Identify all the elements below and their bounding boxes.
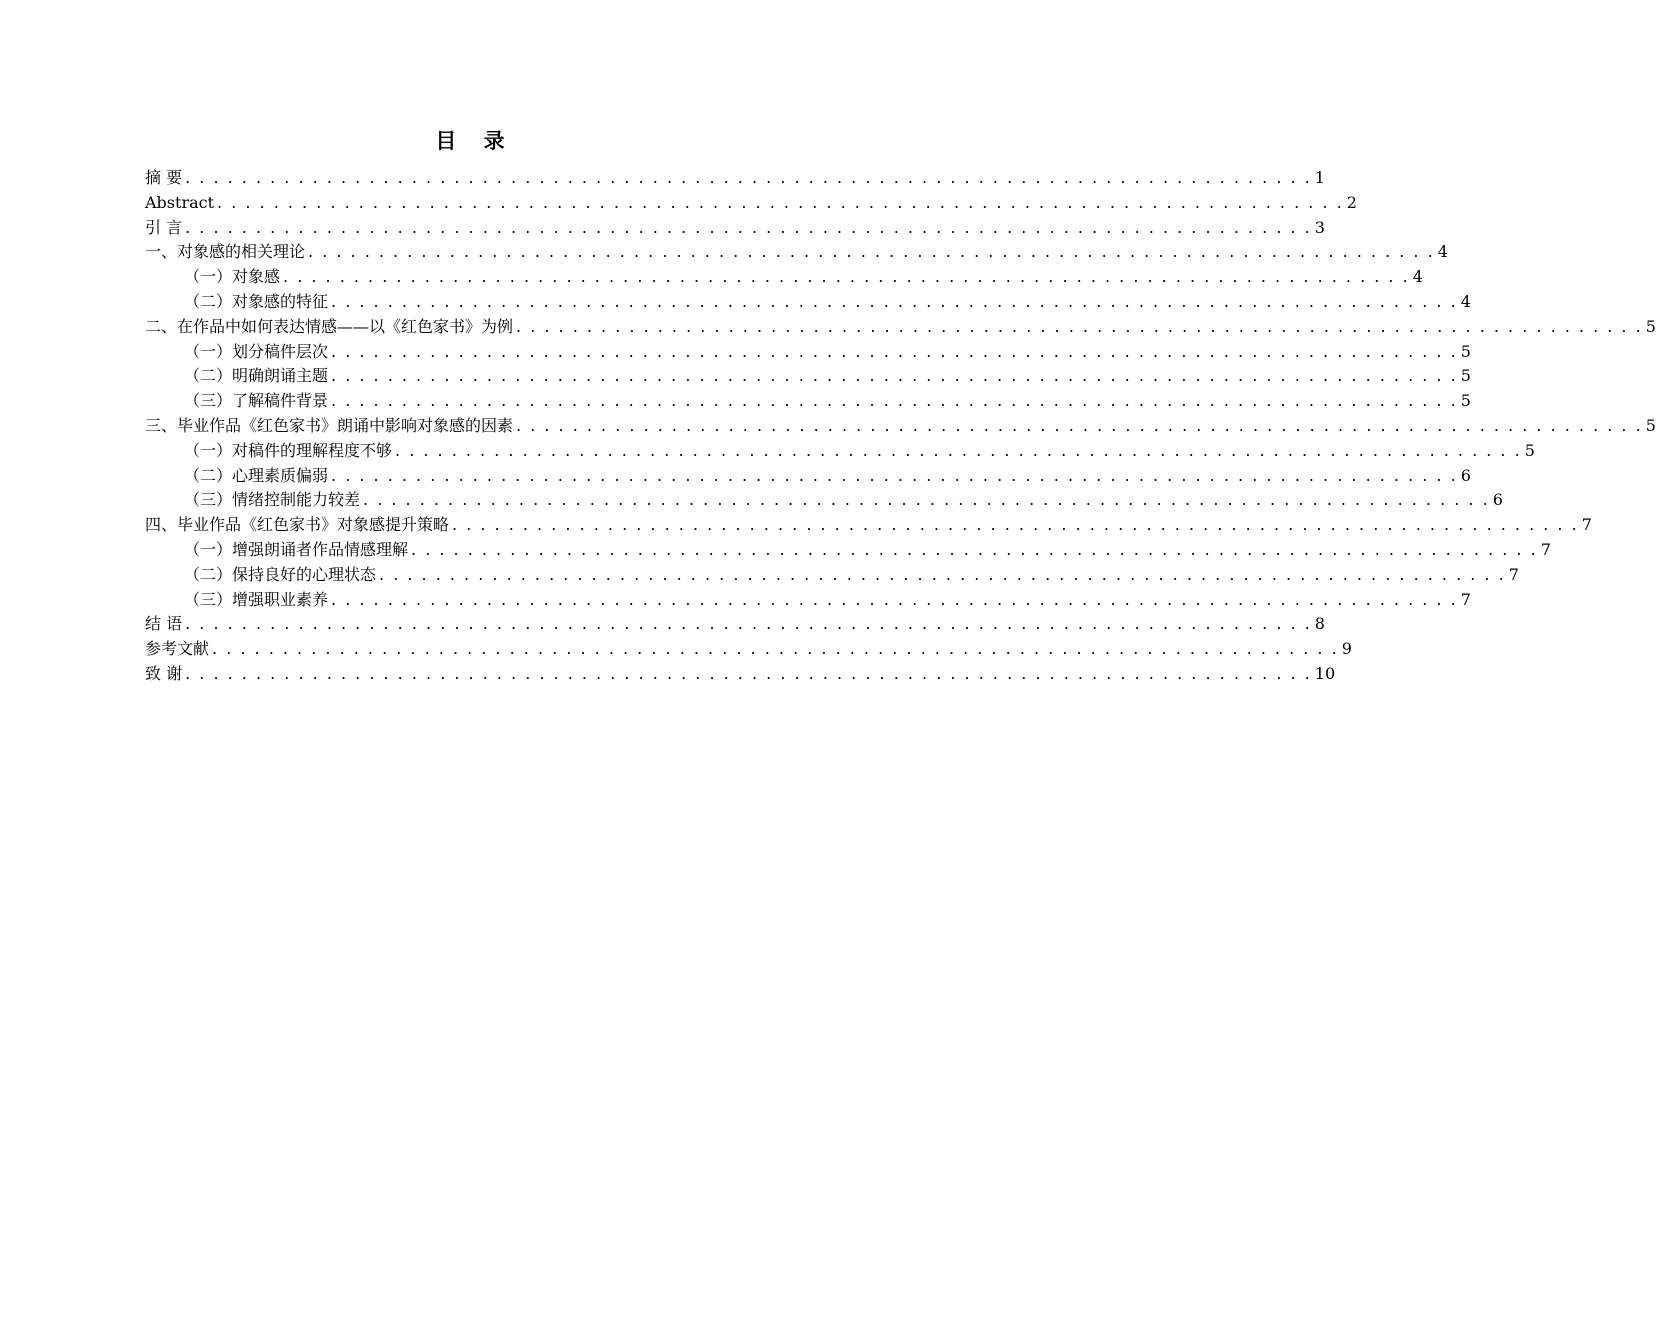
toc-dot-leader: . . . . . . . . . . . . . . . . . . . . . . . . . . . . . . . . . . . . . . . . . . . . . . . . . . . . . . . . . . . . . . . . . . . . . . . . . . . . . . . . [331,465,1458,485]
toc-dot-leader: . . . . . . . . . . . . . . . . . . . . . . . . . . . . . . . . . . . . . . . . . . . . . . . . . . . . . . . . . . . . . . . . . . . . . . . . . . . . . . . . [452,515,1579,535]
toc-list [145,166,1656,687]
toc-entry[interactable] [145,439,1535,464]
toc-entry[interactable] [145,340,1471,365]
toc-entry-label: （二）对象感的特征 [184,291,329,311]
toc-dot-leader: . . . . . . . . . . . . . . . . . . . . . . . . . . . . . . . . . . . . . . . . . . . . . . . . . . . . . . . . . . . . . . . . . . . . . . . . . . . . . . . . [379,564,1506,584]
toc-dot-leader: . . . . . . . . . . . . . . . . . . . . . . . . . . . . . . . . . . . . . . . . . . . . . . . . . . . . . . . . . . . . . . . . . . . . . . . . . . . . . . . . [331,341,1458,361]
toc-entry-page-number: 5 [1460,341,1471,361]
toc-entry[interactable] [145,414,1656,439]
toc-entry-label: （一）对象感 [184,267,281,287]
toc-dot-leader: . . . . . . . . . . . . . . . . . . . . . . . . . . . . . . . . . . . . . . . . . . . . . . . . . . . . . . . . . . . . . . . . . . . . . . . . . . . . . . . . [283,267,1410,287]
toc-entry-page-number: 6 [1460,465,1471,485]
toc-dot-leader: . . . . . . . . . . . . . . . . . . . . . . . . . . . . . . . . . . . . . . . . . . . . . . . . . . . . . . . . . . . . . . . . . . . . . . . . . . . . . . . . [516,316,1643,336]
toc-entry-label: 结 语 [145,614,183,634]
toc-entry[interactable] [145,315,1656,340]
toc-entry-label: （二）心理素质偏弱 [184,465,329,485]
toc-entry-page-number: 7 [1581,515,1592,535]
toc-dot-leader: . . . . . . . . . . . . . . . . . . . . . . . . . . . . . . . . . . . . . . . . . . . . . . . . . . . . . . . . . . . . . . . . . . . . . . . . . . . . . . . . [185,217,1312,237]
toc-entry-label: （三）了解稿件背景 [184,391,329,411]
toc-entry-page-number: 3 [1314,217,1325,237]
toc-entry-page-number: 5 [1524,440,1535,460]
toc-entry-label: （一）增强朗诵者作品情感理解 [184,539,409,559]
toc-dot-leader: . . . . . . . . . . . . . . . . . . . . . . . . . . . . . . . . . . . . . . . . . . . . . . . . . . . . . . . . . . . . . . . . . . . . . . . . . . . . . . . . [395,440,1522,460]
toc-entry-page-number: 4 [1460,291,1471,311]
toc-entry-page-number: 7 [1460,589,1471,609]
toc-dot-leader: . . . . . . . . . . . . . . . . . . . . . . . . . . . . . . . . . . . . . . . . . . . . . . . . . . . . . . . . . . . . . . . . . . . . . . . . . . . . . . . . [185,663,1312,683]
toc-entry[interactable] [145,563,1519,588]
toc-entry-label: （一）划分稿件层次 [184,341,329,361]
toc-entry[interactable] [145,513,1592,538]
toc-entry[interactable] [145,191,1357,216]
toc-dot-leader: . . . . . . . . . . . . . . . . . . . . . . . . . . . . . . . . . . . . . . . . . . . . . . . . . . . . . . . . . . . . . . . . . . . . . . . . . . . . . . . . [363,490,1490,510]
toc-entry-page-number: 4 [1437,242,1448,262]
toc-dot-leader: . . . . . . . . . . . . . . . . . . . . . . . . . . . . . . . . . . . . . . . . . . . . . . . . . . . . . . . . . . . . . . . . . . . . . . . . . . . . . . . . [212,639,1339,659]
toc-entry-label: 二、在作品中如何表达情感——以《红色家书》为例 [145,316,514,336]
toc-entry[interactable] [145,464,1471,489]
toc-entry-label: 摘 要 [145,168,183,187]
toc-dot-leader: . . . . . . . . . . . . . . . . . . . . . . . . . . . . . . . . . . . . . . . . . . . . . . . . . . . . . . . . . . . . . . . . . . . . . . . . . . . . . . . . [411,539,1538,559]
toc-entry[interactable] [145,216,1325,241]
toc-entry[interactable] [145,364,1471,389]
toc-entry-page-number: 7 [1508,564,1519,584]
toc-entry-label: 引 言 [145,217,183,237]
toc-dot-leader: . . . . . . . . . . . . . . . . . . . . . . . . . . . . . . . . . . . . . . . . . . . . . . . . . . . . . . . . . . . . . . . . . . . . . . . . . . . . . . . . [308,242,1435,262]
toc-entry-label: Abstract [145,192,215,212]
toc-dot-leader: . . . . . . . . . . . . . . . . . . . . . . . . . . . . . . . . . . . . . . . . . . . . . . . . . . . . . . . . . . . . . . . . . . . . . . . . . . . . . . . . [331,589,1458,609]
toc-entry-page-number: 5 [1645,415,1656,435]
toc-entry-page-number: 8 [1314,614,1325,634]
toc-entry[interactable] [145,662,1336,687]
toc-entry-label: 一、对象感的相关理论 [145,242,306,262]
toc-entry-page-number: 5 [1460,366,1471,386]
toc-entry-page-number: 9 [1341,639,1352,659]
toc-dot-leader: . . . . . . . . . . . . . . . . . . . . . . . . . . . . . . . . . . . . . . . . . . . . . . . . . . . . . . . . . . . . . . . . . . . . . . . . . . . . . . . . [331,366,1458,386]
toc-entry[interactable] [145,637,1352,662]
toc-entry-page-number: 5 [1460,391,1471,411]
toc-entry-label: （二）保持良好的心理状态 [184,564,377,584]
toc-dot-leader: . . . . . . . . . . . . . . . . . . . . . . . . . . . . . . . . . . . . . . . . . . . . . . . . . . . . . . . . . . . . . . . . . . . . . . . . . . . . . . . . [185,614,1312,634]
toc-entry[interactable] [145,588,1471,613]
toc-entry-page-number: 1 [1314,168,1325,187]
toc-entry-label: 三、毕业作品《红色家书》朗诵中影响对象感的因素 [145,415,514,435]
toc-entry-page-number: 10 [1314,663,1336,683]
toc-entry-label: 致 谢 [145,663,183,683]
toc-entry-page-number: 4 [1412,267,1423,287]
toc-entry[interactable] [145,488,1503,513]
toc-entry[interactable] [145,612,1325,637]
toc-entry[interactable] [145,240,1448,265]
toc-entry[interactable] [145,538,1551,563]
toc-entry-page-number: 6 [1492,490,1503,510]
toc-entry-label: （二）明确朗诵主题 [184,366,329,386]
toc-entry-label: （一）对稿件的理解程度不够 [184,440,393,460]
toc-entry-page-number: 5 [1645,316,1656,336]
toc-entry-page-number: 7 [1540,539,1551,559]
toc-dot-leader: . . . . . . . . . . . . . . . . . . . . . . . . . . . . . . . . . . . . . . . . . . . . . . . . . . . . . . . . . . . . . . . . . . . . . . . . . . . . . . . . [516,415,1643,435]
toc-entry-label: 四、毕业作品《红色家书》对象感提升策略 [145,515,450,535]
toc-title: 目 录 [435,129,515,153]
toc-entry[interactable] [145,290,1471,315]
toc-entry-label: （三）增强职业素养 [184,589,329,609]
toc-entry-page-number: 2 [1346,192,1357,212]
toc-entry[interactable] [145,265,1423,290]
toc-entry-label: 参考文献 [145,639,210,659]
toc-dot-leader: . . . . . . . . . . . . . . . . . . . . . . . . . . . . . . . . . . . . . . . . . . . . . . . . . . . . . . . . . . . . . . . . . . . . . . . . . . . . . . . . [331,291,1458,311]
toc-dot-leader: . . . . . . . . . . . . . . . . . . . . . . . . . . . . . . . . . . . . . . . . . . . . . . . . . . . . . . . . . . . . . . . . . . . . . . . . . . . . . . . . [331,391,1458,411]
toc-entry[interactable] [145,166,1325,191]
toc-entry[interactable] [145,389,1471,414]
toc-dot-leader: . . . . . . . . . . . . . . . . . . . . . . . . . . . . . . . . . . . . . . . . . . . . . . . . . . . . . . . . . . . . . . . . . . . . . . . . . . . . . . . . [185,168,1312,187]
toc-entry-label: （三）情绪控制能力较差 [184,490,361,510]
toc-dot-leader: . . . . . . . . . . . . . . . . . . . . . . . . . . . . . . . . . . . . . . . . . . . . . . . . . . . . . . . . . . . . . . . . . . . . . . . . . . . . . . . . [217,192,1344,212]
